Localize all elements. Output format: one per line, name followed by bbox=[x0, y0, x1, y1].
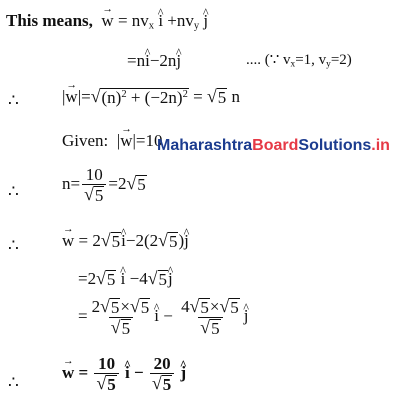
given-value: =10 bbox=[135, 131, 163, 150]
brand-part-1: Maharashtra bbox=[157, 137, 253, 154]
intro-text: This means, bbox=[6, 11, 93, 30]
condition-text-2: =1, v bbox=[295, 52, 327, 68]
brand-part-3: Solutions bbox=[298, 137, 372, 154]
equation-3: |→ w|= √ $(n)^2 + (-2n)^2$ = √ 5 n bbox=[62, 88, 240, 106]
therefore-4: ∴ bbox=[8, 373, 19, 392]
condition-text-3: =2) bbox=[330, 52, 352, 68]
equation-8: → w = 10 √ 5 ^ i − 20 √ 5 ^ j bbox=[62, 355, 186, 393]
line-1 bbox=[6, 12, 208, 32]
brand-watermark bbox=[157, 138, 390, 154]
equation-6: =2 √ 5 ^ i −4 √ 5 ^ j bbox=[78, 270, 173, 288]
equation-1: → $w = nv_x$ ^ $i +nv_y$ ^ j bbox=[97, 11, 208, 30]
equation-5: → w = 2 √ 5 ^ i−2(2 √ 5 )^ j bbox=[62, 232, 189, 250]
equation-7: = 2 √ 5 × √ 5 √ 5 ^ i − 4 √ 5 × √ 5 √ 5 ^ j bbox=[78, 298, 249, 337]
equation-2: =n^ i−2n^ j bbox=[127, 51, 181, 70]
line-2 bbox=[127, 52, 181, 69]
therefore-1: ∴ bbox=[8, 91, 19, 110]
condition-text-1: .... (∵ v bbox=[246, 52, 291, 68]
given-label: Given: bbox=[62, 131, 109, 150]
condition-sub-y: y bbox=[326, 59, 331, 70]
therefore-3: ∴ bbox=[8, 236, 19, 255]
given-line: Given: |→ w|=10 bbox=[62, 132, 162, 149]
brand-part-2: Board bbox=[252, 137, 299, 154]
equation-4: n= 10 √ 5 =2 √ 5 bbox=[62, 165, 146, 205]
condition-note bbox=[246, 53, 352, 70]
therefore-2: ∴ bbox=[8, 182, 19, 201]
brand-part-4: .in bbox=[371, 137, 390, 154]
condition-sub-x: x bbox=[290, 59, 296, 70]
